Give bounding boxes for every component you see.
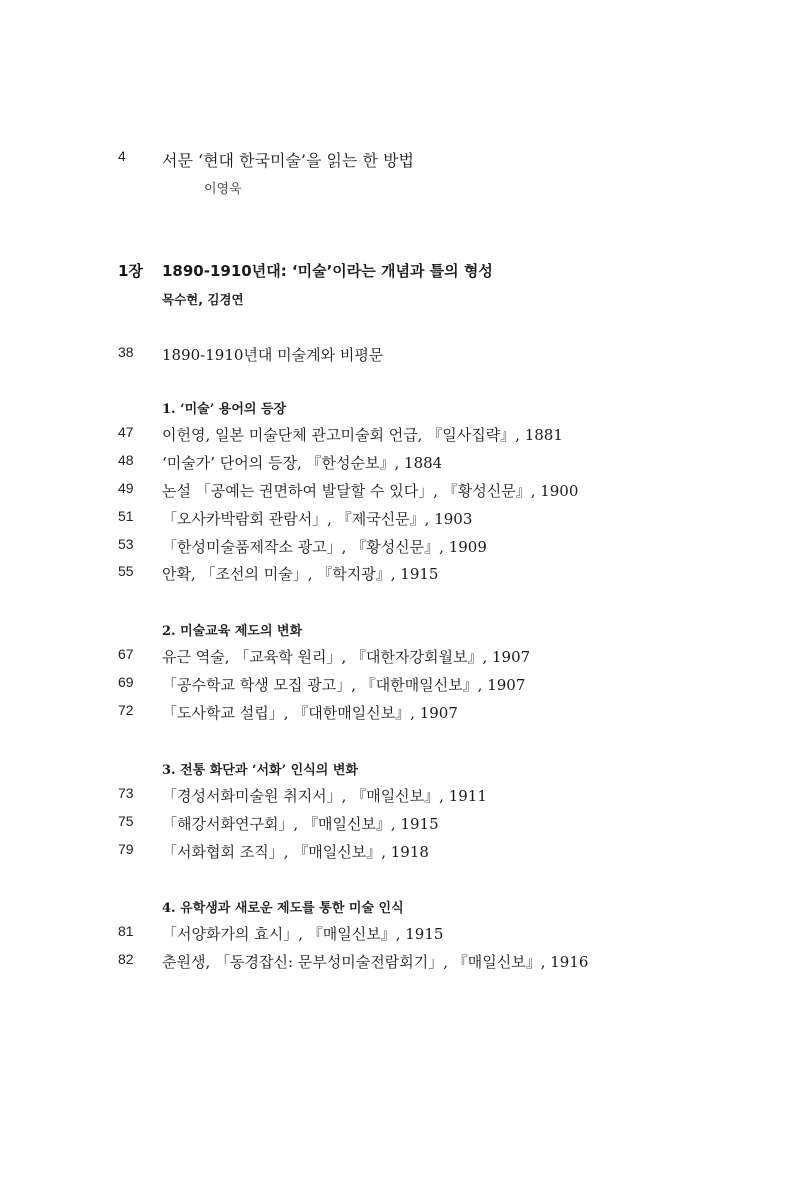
page-number: 81 — [118, 923, 134, 939]
entry-title: 「한성미술품제작소 광고」, 『황성신문』, 1909 — [162, 538, 487, 556]
entry-title: ‘미술가’ 단어의 등장, 『한성순보』, 1884 — [162, 454, 443, 472]
page-number: 67 — [118, 646, 134, 662]
entry-title: 「도사학교 설립」, 『대한매일신보』, 1907 — [162, 704, 458, 722]
chapter-label: 1장 — [118, 262, 143, 280]
page-number: 55 — [118, 563, 134, 579]
page-number: 38 — [118, 344, 134, 360]
page-number: 69 — [118, 674, 134, 690]
page-number: 47 — [118, 424, 134, 440]
entry-title: 안확, 「조선의 미술」, 『학지광』, 1915 — [162, 565, 439, 583]
entry-title: 서문 ‘현대 한국미술’을 읽는 한 방법 — [162, 151, 414, 170]
entry-title: 이헌영, 일본 미술단체 관고미술회 언급, 『일사집략』, 1881 — [162, 426, 563, 444]
entry-title: 유근 역술, 「교육학 원리」, 『대한자강회월보』, 1907 — [162, 648, 531, 666]
entry-title: 춘원생, 「동경잡신: 문부성미술전람회기」, 『매일신보』, 1916 — [162, 953, 589, 971]
entry-title: 「공수학교 학생 모집 광고」, 『대한매일신보』, 1907 — [162, 676, 526, 694]
page-number: 79 — [118, 841, 134, 857]
page-number: 75 — [118, 813, 134, 829]
entry-title: 「경성서화미술원 취지서」, 『매일신보』, 1911 — [162, 787, 487, 805]
page-number: 49 — [118, 480, 134, 496]
page-number: 72 — [118, 702, 134, 718]
entry-title: 논설 「공예는 권면하여 발달할 수 있다」, 『황성신문』, 1900 — [162, 482, 579, 500]
page-number: 4 — [118, 148, 126, 164]
page-number: 51 — [118, 508, 134, 524]
entry-title: 「서양화가의 효시」, 『매일신보』, 1915 — [162, 925, 444, 943]
author-name: 이영욱 — [204, 182, 242, 197]
chapter-title: 1890-1910년대: ‘미술’이라는 개념과 틀의 형성 — [162, 262, 493, 280]
entry-title: 「서화협회 조직」, 『매일신보』, 1918 — [162, 843, 429, 861]
page-number: 73 — [118, 785, 134, 801]
entry-title: 「해강서화연구회」, 『매일신보』, 1915 — [162, 815, 439, 833]
page-number: 82 — [118, 951, 134, 967]
page-number: 53 — [118, 536, 134, 552]
entry-title: 「오사카박람회 관람서」, 『제국신문』, 1903 — [162, 510, 473, 528]
author-names: 목수현, 김경연 — [162, 292, 244, 307]
entry-title: 1890-1910년대 미술계와 비평문 — [162, 346, 384, 364]
page-number: 48 — [118, 452, 134, 468]
